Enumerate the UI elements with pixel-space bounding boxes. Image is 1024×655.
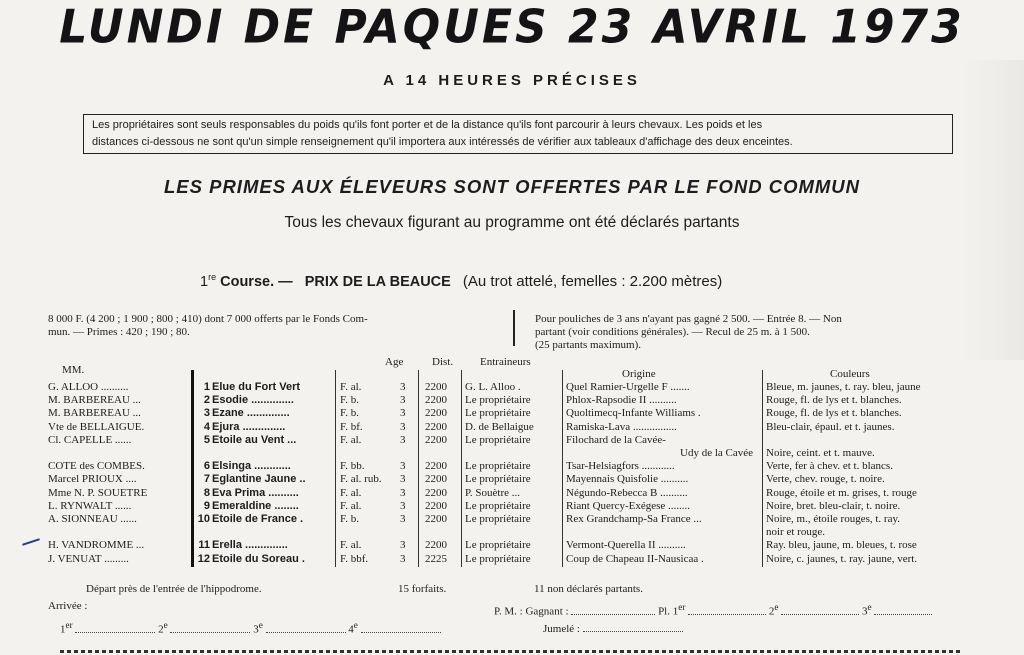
cell-colors: noir et rouge.	[766, 526, 825, 539]
cell-sex: F. al.	[340, 486, 362, 499]
cell-num: 8	[203, 486, 210, 499]
notice-line-2: distances ci-dessous ne sont qu'un simple renseignement qu'il importera aux intéressés de vérifier aux tableaux d'affichage des deux enceintes.	[92, 136, 793, 148]
depart-note: Départ près de l'entrée de l'hippodrome.	[86, 583, 262, 595]
cell-origin: Négundo-Rebecca B ..........	[566, 486, 688, 499]
cell-dist: 2200	[425, 394, 447, 407]
course-label: Course. —	[220, 273, 293, 290]
cell-colors: Noire, c. jaunes, t. ray. jaune, vert.	[766, 552, 918, 565]
cell-trainer: Le propriétaire	[465, 539, 531, 552]
cell-sex: F. al.	[340, 539, 362, 552]
cell-dist: 2200	[425, 499, 447, 512]
cell-origin: Filochard de la Cavée-	[566, 433, 666, 446]
cell-horse: Eva Prima ..........	[212, 486, 299, 499]
cell-sex: F. b.	[340, 394, 359, 407]
pl3-label: 3	[861, 605, 868, 618]
arrivee-1-field[interactable]	[75, 632, 155, 633]
header-dist: Dist.	[432, 356, 454, 368]
cell-owner: Vte de BELLAIGUE.	[48, 420, 145, 433]
arrivee-4-sup: e	[353, 620, 358, 630]
cell-trainer: Le propriétaire	[465, 499, 531, 512]
cell-sex: F. bf.	[340, 420, 363, 433]
cell-age: 3	[400, 513, 406, 525]
cell-dist: 2200	[425, 407, 447, 420]
cell-age: 3	[400, 473, 406, 486]
cell-trainer: G. L. Alloo .	[465, 381, 521, 393]
cell-colors: Rouge, fl. de lys et t. blanches.	[766, 407, 902, 420]
cell-colors: Noire, bret. bleu-clair, t. noire.	[766, 499, 901, 512]
start-time: A 14 HEURES PRÉCISES	[383, 72, 641, 89]
cell-age: 3	[400, 499, 406, 512]
prize-conditions: 8 000 F. (4 200 ; 1 900 ; 800 ; 410) dont 7 000 offerts par le Fonds Com- mun. — Primes : 420 ; 190 ; 80.	[48, 313, 368, 338]
cell-age: 3	[400, 486, 406, 499]
table-row	[0, 526, 1024, 540]
cell-horse: Elue du Fort Vert	[212, 381, 301, 393]
cell-dist: 2225	[425, 552, 447, 565]
jumele-field[interactable]	[583, 631, 683, 632]
cell-dist: 2200	[425, 539, 447, 552]
cell-trainer: Le propriétaire	[465, 433, 531, 446]
cell-origin: Quoltimecq-Infante Williams .	[566, 407, 701, 420]
cell-sex: F. al.	[340, 433, 362, 446]
cell-num: 12	[197, 552, 210, 565]
arrivee-1-sup: er	[65, 620, 73, 630]
cell-trainer: Le propriétaire	[465, 513, 531, 525]
pl1-sup: er	[678, 602, 686, 612]
course-description: (Au trot attelé, femelles : 2.200 mètres)	[462, 272, 723, 290]
cell-trainer: P. Souètre ...	[465, 486, 520, 499]
table-row	[0, 381, 1024, 395]
cell-owner: G. ALLOO ..........	[48, 381, 129, 393]
cell-colors: Bleue, m. jaunes, t. ray. bleu, jaune	[766, 381, 921, 393]
header-owner: MM.	[62, 364, 85, 376]
cell-num: 11	[198, 539, 210, 552]
cell-origin: Mayennais Quisfolie ..........	[566, 473, 689, 486]
cell-num: 2	[203, 394, 210, 407]
cell-horse: Elsinga ............	[212, 460, 291, 473]
cell-owner: COTE des COMBES.	[48, 460, 145, 473]
cell-num: 4	[203, 420, 210, 433]
cell-horse: Emeraldine ........	[212, 499, 299, 512]
non-declares-note: 11 non déclarés partants.	[534, 583, 643, 595]
cell-age: 3	[400, 420, 406, 433]
cell-trainer: Le propriétaire	[465, 473, 531, 486]
conditions-divider	[513, 310, 515, 346]
cell-colors: Noire, m., étoile rouges, t. ray.	[766, 513, 900, 525]
arrivee-3-field[interactable]	[266, 632, 346, 633]
cell-dist: 2200	[425, 420, 447, 433]
cell-origin: Vermont-Querella II ..........	[566, 539, 686, 552]
cell-horse: Eglantine Jaune ..	[212, 473, 306, 486]
cell-owner: H. VANDROMME ...	[48, 539, 145, 552]
cell-colors: Rouge, fl. de lys et t. blanches.	[766, 394, 902, 407]
cell-age: 3	[400, 433, 406, 446]
cell-sex: F. bbf.	[340, 552, 369, 565]
cell-owner: M. BARBEREAU ...	[48, 407, 141, 420]
perforation-edge	[60, 650, 960, 653]
arrivee-3-sup: e	[258, 620, 263, 630]
cell-owner: M. BARBEREAU ...	[48, 394, 141, 407]
cell-colors: Noire, ceint. et t. mauve.	[766, 447, 875, 459]
cell-trainer: Le propriétaire	[465, 460, 531, 473]
cell-sex: F. b.	[340, 513, 359, 525]
cell-trainer: Le propriétaire	[465, 407, 531, 420]
cell-num: 7	[203, 473, 210, 486]
cell-age: 3	[400, 394, 406, 407]
header-colors: Couleurs	[830, 368, 870, 380]
header-origin: Origine	[622, 368, 656, 380]
cell-colors: Bleu-clair, épaul. et t. jaunes.	[766, 420, 895, 433]
table-row	[0, 421, 1024, 435]
cell-owner: A. SIONNEAU ......	[48, 513, 137, 525]
pl3-sup: e	[867, 602, 872, 612]
gagnant-field[interactable]	[571, 614, 655, 615]
pm-gagnant-text: P. M. : Gagnant :	[494, 605, 569, 618]
course-number-suffix: re	[208, 272, 217, 282]
pl2-label: 2	[768, 605, 775, 618]
cell-horse: Erella ..............	[212, 539, 288, 552]
cell-dist: 2200	[425, 473, 447, 486]
cell-horse: Etoile au Vent ...	[212, 433, 297, 446]
table-row	[0, 539, 1024, 553]
cell-dist: 2200	[425, 433, 447, 446]
table-row	[0, 407, 1024, 421]
cell-origin: Rex Grandchamp-Sa France ...	[566, 513, 702, 525]
course-number: 1	[200, 273, 209, 290]
header-trainer: Entraineurs	[480, 356, 531, 368]
table-row	[0, 434, 1024, 448]
cell-colors: Ray. bleu, jaune, m. bleues, t. rose	[766, 539, 917, 552]
table-row	[0, 473, 1024, 487]
cell-age: 3	[400, 539, 406, 552]
jumele-label: Jumelé :	[543, 623, 580, 635]
table-row	[0, 500, 1024, 514]
cell-trainer: Le propriétaire	[465, 394, 531, 407]
cell-dist: 2200	[425, 513, 447, 525]
cell-num: 5	[203, 433, 210, 446]
cell-trainer: D. de Bellaigue	[465, 420, 534, 433]
cell-horse: Etoile de France .	[212, 513, 304, 525]
cell-dist: 2200	[425, 486, 447, 499]
table-row	[0, 487, 1024, 501]
cell-num: 6	[203, 460, 210, 473]
race-conditions: Pour pouliches de 3 ans n'ayant pas gagné 2 500. — Entrée 8. — Non partant (voir conditions générales). — Recul de 25 m. à 1 500. (25 partants maximum).	[535, 313, 842, 351]
cell-origin: Coup de Chapeau II-Nausicaa .	[566, 552, 704, 565]
cell-age: 3	[400, 460, 406, 473]
cell-horse: Ezane ..............	[212, 407, 290, 420]
cell-trainer: Le propriétaire	[465, 552, 531, 565]
cell-owner: J. VENUAT .........	[48, 552, 129, 565]
cell-age: 3	[400, 552, 406, 565]
cell-num: 10	[197, 513, 210, 525]
cell-sex: F. b.	[340, 407, 359, 420]
cell-sex: F. al.	[340, 381, 362, 393]
notice-line-1: Les propriétaires sont seuls responsables du poids qu'ils font porter et de la distance qu'ils font parcourir à leurs chevaux. Les poids et les	[92, 119, 763, 131]
arrivee-label: Arrivée :	[48, 600, 88, 612]
page-title: LUNDI DE PAQUES 23 AVRIL 1973	[59, 0, 965, 55]
cell-dist: 2200	[425, 381, 447, 393]
table-row	[0, 447, 1024, 461]
arrivee-2-label: 2	[158, 623, 164, 636]
arrivee-3-label: 3	[253, 623, 259, 636]
place3-field[interactable]	[874, 614, 932, 615]
declared-line: Tous les chevaux figurant au programme ont été déclarés partants	[284, 214, 740, 231]
cell-colors: Verte, fer à chev. et t. blancs.	[766, 460, 893, 473]
cell-colors: Rouge, étoile et m. grises, t. rouge	[766, 486, 917, 499]
cell-horse: Esodie ..............	[212, 394, 294, 407]
course-heading	[200, 272, 722, 290]
pl2-sup: e	[774, 602, 779, 612]
header-age: Age	[385, 356, 404, 368]
cell-sex: F. al.	[340, 499, 362, 512]
table-row	[0, 394, 1024, 408]
cell-num: 9	[203, 499, 210, 512]
table-row	[0, 460, 1024, 474]
table-row	[0, 553, 1024, 567]
cell-sex: F. al. rub.	[340, 473, 382, 486]
cell-origin: Phlox-Rapsodie II ..........	[566, 394, 677, 407]
cell-horse: Etoile du Soreau .	[212, 552, 305, 565]
jumele-row	[543, 623, 683, 635]
cell-origin: Quel Ramier-Urgelle F .......	[566, 381, 690, 393]
arrivee-1-label: 1	[60, 623, 66, 636]
cell-owner: L. RYNWALT ......	[48, 499, 132, 512]
place2-field[interactable]	[781, 614, 859, 615]
course-name: PRIX DE LA BEAUCE	[304, 273, 451, 290]
cell-num: 1	[203, 381, 210, 393]
cell-age: 3	[400, 381, 406, 393]
place1-field[interactable]	[688, 614, 766, 615]
arrivee-fields	[60, 620, 441, 636]
primes-heading: LES PRIMES AUX ÉLEVEURS SONT OFFERTES PAR LE FOND COMMUN	[163, 176, 860, 197]
cell-owner: Cl. CAPELLE ......	[48, 433, 132, 446]
table-row	[0, 513, 1024, 527]
cell-origin: Tsar-Helsiagfors ............	[566, 460, 675, 473]
cell-sex: F. bb.	[340, 460, 365, 473]
cell-colors: Verte, chev. rouge, t. noire.	[766, 473, 885, 486]
cell-origin: Udy de la Cavée	[680, 447, 753, 459]
cell-num: 3	[203, 407, 210, 420]
cell-age: 3	[400, 407, 406, 420]
arrivee-4-field[interactable]	[361, 632, 441, 633]
cell-owner: Mme N. P. SOUETRE	[48, 486, 148, 499]
ink-bleed-shading	[960, 60, 1024, 360]
pm-gagnant-label	[494, 602, 932, 618]
cell-dist: 2200	[425, 460, 447, 473]
cell-origin: Riant Quercy-Exégese ........	[566, 499, 691, 512]
cell-owner: Marcel PRIOUX ....	[48, 473, 137, 486]
responsibility-notice	[83, 114, 953, 154]
pl1-label: Pl. 1	[658, 605, 679, 618]
forfaits-note: 15 forfaits.	[398, 583, 447, 595]
arrivee-4-label: 4	[348, 623, 354, 636]
arrivee-2-field[interactable]	[170, 632, 250, 633]
cell-horse: Ejura ..............	[212, 420, 286, 433]
arrivee-2-sup: e	[163, 620, 168, 630]
cell-origin: Ramiska-Lava ................	[566, 420, 677, 433]
